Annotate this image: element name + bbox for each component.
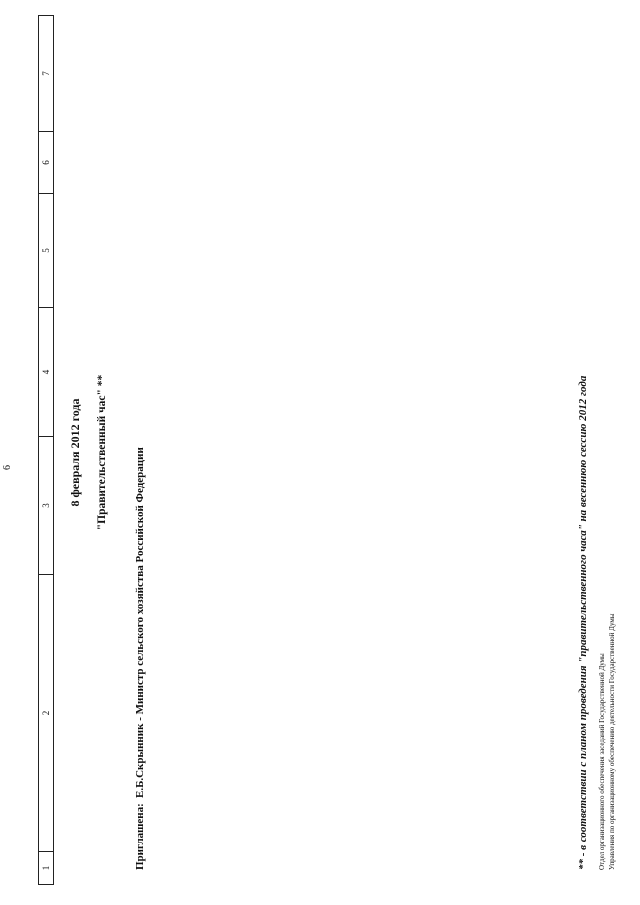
column-header-2: 2 — [39, 574, 53, 851]
column-header-1: 1 — [39, 851, 53, 884]
footer-department: Отдел организационного обеспечения заседаний Государственной Думы — [598, 653, 606, 870]
page-number: 6 — [2, 465, 13, 470]
table-header-row — [38, 15, 54, 885]
column-header-6: 6 — [39, 131, 53, 193]
column-header-5: 5 — [39, 193, 53, 307]
event-title: "Правительственный час" ** — [96, 374, 108, 531]
invited-person: Е.Б.Скрынник - Министр сельского хозяйства Российской Федерации — [134, 447, 146, 798]
footer-directorate: Управления по организационному обеспечению деятельности Государственной Думы — [608, 613, 616, 870]
invitation-label: Приглашена: — [134, 803, 146, 870]
column-header-7: 7 — [41, 71, 51, 76]
invitation-line — [134, 447, 146, 870]
column-header-4: 4 — [39, 307, 53, 436]
date-title: 8 февраля 2012 года — [68, 398, 82, 507]
column-header-3: 3 — [39, 436, 53, 574]
footnote: ** - в соответствии с планом проведения "правительственного часа" на весеннюю сессию 2012 года — [577, 375, 589, 870]
